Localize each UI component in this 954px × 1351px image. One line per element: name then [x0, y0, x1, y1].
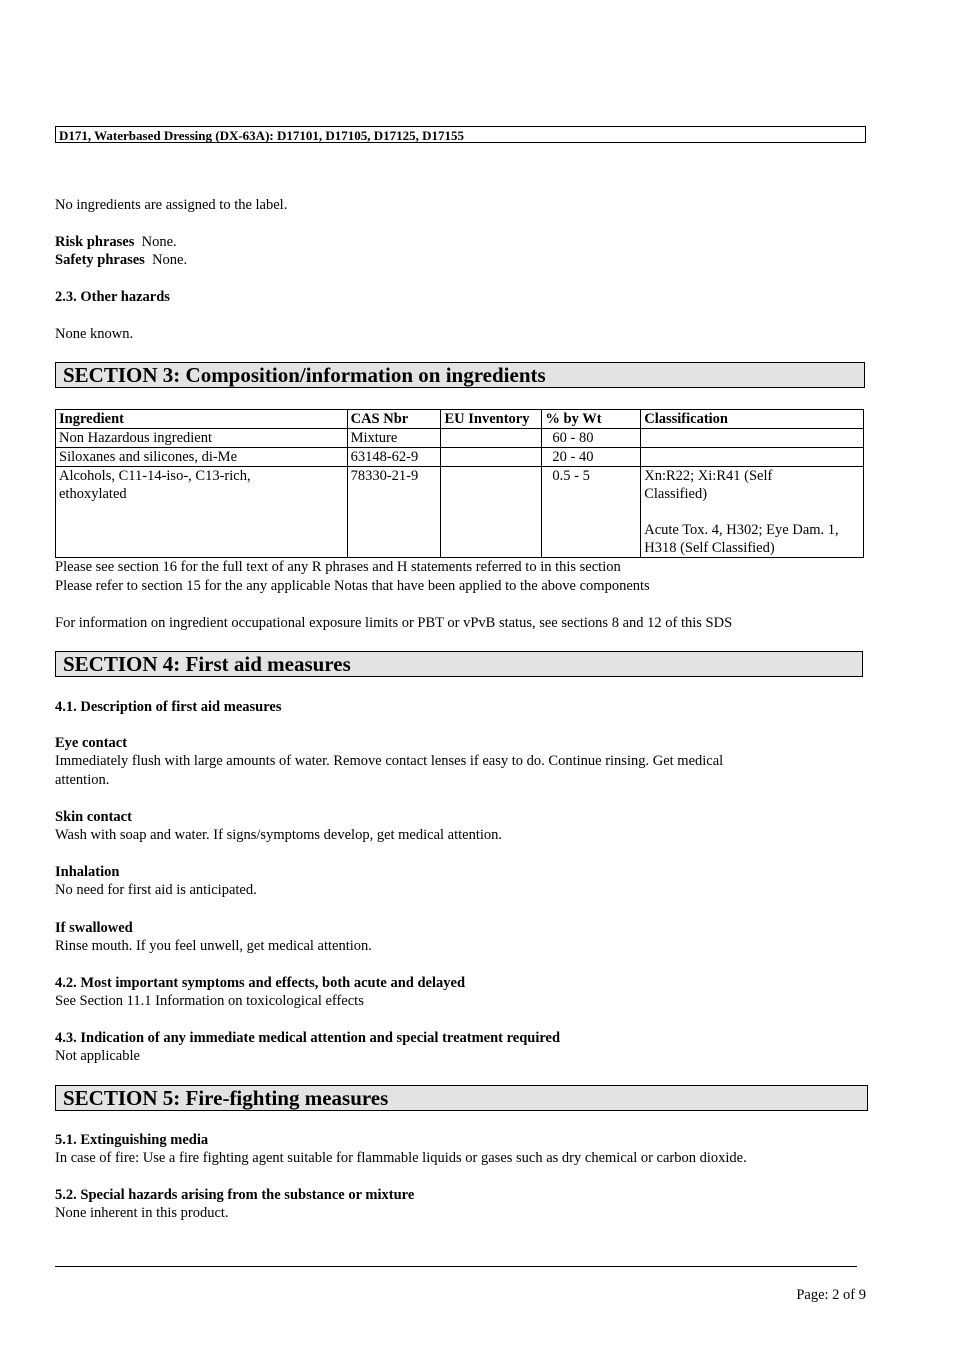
skin-contact-label: Skin contact [55, 809, 132, 825]
classification-cell [641, 467, 864, 558]
inhalation-label: Inhalation [55, 864, 120, 880]
section5-2-heading: 5.2. Special hazards arising from the substance or mixture [55, 1187, 415, 1203]
column-header: Ingredient [56, 410, 348, 429]
ingredient-cell: Siloxanes and silicones, di-Me [56, 448, 348, 467]
classification-cell [641, 429, 864, 448]
eu-inventory-cell [441, 429, 542, 448]
classification-r-phrases: Xn:R22; Xi:R41 (Self Classified) [644, 468, 773, 502]
weight-cell: 20 - 40 [542, 448, 641, 467]
section4-title: SECTION 4: First aid measures [55, 651, 863, 677]
footer-divider [55, 1266, 857, 1267]
eye-contact-text-1: Immediately flush with large amounts of water. Remove contact lenses if easy to do. Continue rinsing. Get medical [55, 753, 724, 769]
column-header: % by Wt [542, 410, 641, 429]
other-hazards-heading: 2.3. Other hazards [55, 289, 170, 305]
eye-contact-text-2: attention. [55, 772, 110, 788]
section5-1-heading: 5.1. Extinguishing media [55, 1132, 209, 1148]
risk-phrases-label: Risk phrases [55, 234, 135, 250]
page-number: Page: 2 of 9 [796, 1287, 866, 1303]
eu-inventory-cell [441, 467, 542, 558]
cas-cell: 78330-21-9 [347, 467, 441, 558]
section5-2-text: None inherent in this product. [55, 1205, 229, 1221]
ingredients-table [55, 409, 864, 558]
table-row [56, 467, 864, 558]
risk-phrases [55, 233, 177, 251]
section3-note-3: For information on ingredient occupational exposure limits or PBT or vPvB status, see sections 8 and 12 of this SDS [55, 615, 733, 631]
inhalation-text: No need for first aid is anticipated. [55, 882, 257, 898]
safety-phrases-value: None. [152, 252, 188, 268]
section3-note-1: Please see section 16 for the full text of any R phrases and H statements referred to in this section [55, 559, 621, 575]
column-header: Classification [641, 410, 864, 429]
if-swallowed-label: If swallowed [55, 920, 133, 936]
eye-contact-label: Eye contact [55, 735, 128, 751]
column-header: EU Inventory [441, 410, 542, 429]
safety-phrases-label: Safety phrases [55, 252, 145, 268]
section4-3-heading: 4.3. Indication of any immediate medical attention and special treatment required [55, 1030, 561, 1046]
section4-2-text: See Section 11.1 Information on toxicological effects [55, 993, 364, 1009]
section4-1-heading: 4.1. Description of first aid measures [55, 699, 282, 715]
table-header-row [56, 410, 864, 429]
table-row [56, 448, 864, 467]
table-row [56, 429, 864, 448]
weight-cell: 60 - 80 [542, 429, 641, 448]
cas-cell: 63148-62-9 [347, 448, 441, 467]
no-ingredients-text: No ingredients are assigned to the label. [55, 197, 288, 213]
cas-cell: Mixture [347, 429, 441, 448]
column-header: CAS Nbr [347, 410, 441, 429]
classification-cell [641, 448, 864, 467]
section3-note-2: Please refer to section 15 for the any applicable Notas that have been applied to the above components [55, 578, 650, 594]
classification-h-statements: Acute Tox. 4, H302; Eye Dam. 1, H318 (Self Classified) [644, 522, 839, 556]
risk-phrases-value: None. [141, 234, 177, 250]
safety-phrases [55, 251, 187, 269]
weight-cell: 0.5 - 5 [542, 467, 641, 558]
section5-title: SECTION 5: Fire-fighting measures [55, 1085, 868, 1111]
ingredient-cell: Alcohols, C11-14-iso-, C13-rich, ethoxylated [56, 467, 348, 558]
eu-inventory-cell [441, 448, 542, 467]
section3-title: SECTION 3: Composition/information on ingredients [55, 362, 865, 388]
if-swallowed-text: Rinse mouth. If you feel unwell, get medical attention. [55, 938, 372, 954]
section4-3-text: Not applicable [55, 1048, 140, 1064]
section4-2-heading: 4.2. Most important symptoms and effects, both acute and delayed [55, 975, 466, 991]
other-hazards-text: None known. [55, 326, 134, 342]
spacer [644, 503, 860, 521]
skin-contact-text: Wash with soap and water. If signs/symptoms develop, get medical attention. [55, 827, 503, 843]
ingredient-cell: Non Hazardous ingredient [56, 429, 348, 448]
section5-1-text: In case of fire: Use a fire fighting agent suitable for flammable liquids or gases such as dry chemical or carbon dioxide. [55, 1150, 747, 1166]
product-header: D171, Waterbased Dressing (DX-63A): D17101, D17105, D17125, D17155 [55, 126, 866, 143]
